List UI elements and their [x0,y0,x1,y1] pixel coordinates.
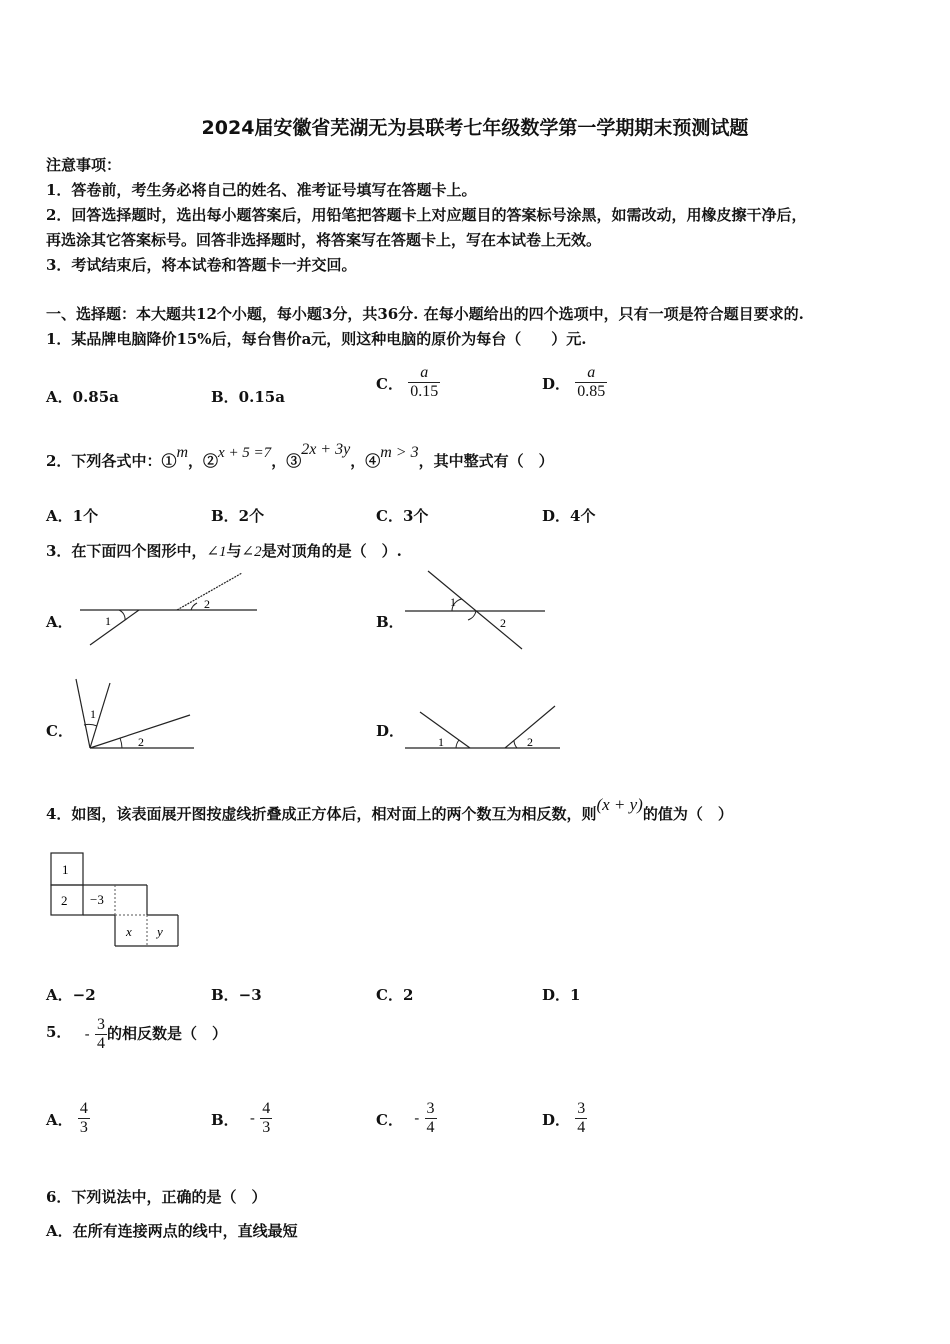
q1-option-c-fraction [408,364,440,401]
q3-option-b-label: B． [376,613,404,631]
q3-option-a-label: A． [46,613,73,631]
q4-stem [46,795,733,824]
q5-option-b [211,1100,272,1137]
q3-option-c-label: C． [46,722,73,740]
q3-c-angle1-label: 1 [90,707,96,721]
q3-stem-a: 3．在下面四个图形中， [46,542,207,560]
q1-option-d-label: D． [542,374,571,393]
q5-c-neg: - [414,1108,420,1127]
section-heading: 一、选择题：本大题共12个小题，每小题3分，共36分. 在每小题给出的四个选项中，只有一项是符合题目要求的. [46,305,804,323]
note-2a: 2．回答选择题时，选出每小题答案后，用铅笔把答题卡上对应题目的答案标号涂黑，如需改动，用橡皮擦干净后， [46,206,807,224]
q2-sep-2: ，② [188,452,219,470]
q3-d-angle1-label: 1 [438,735,444,749]
q5-b-neg: - [249,1108,255,1127]
q3-figure-b [400,566,550,656]
q1-d-denominator: 0.85 [577,383,606,400]
q4-cell-2: 2 [61,893,68,908]
q3-stem [46,540,402,561]
q3-figure-a [75,568,265,653]
q5-a-denominator: 3 [79,1119,88,1136]
q3-a-angle2-label: 2 [204,597,210,611]
q4-cell-1: 1 [62,862,69,877]
q5-d-numerator: 3 [577,1100,586,1117]
q2-expr-4: m > 3 [380,444,419,461]
q5-a-numerator: 4 [79,1100,88,1117]
q3-option-d-label: D． [376,722,405,740]
q3-c-angle2-label: 2 [138,735,144,749]
q2-option-b: B．2个 [211,507,265,525]
q5-d-fraction [575,1100,587,1137]
q5-c-label: C． [376,1110,403,1129]
q5-option-a [46,1100,90,1137]
q4-cube-net [48,850,183,950]
q4-option-d: D．1 [542,986,581,1004]
q2-stem [46,441,554,471]
q1-option-b: B．0.15a [211,388,285,406]
q5-fraction [95,1016,107,1053]
q3-a-angle1-label: 1 [105,614,111,628]
q2-expr-3: 2x + 3y [301,441,351,458]
q1-option-d [542,364,607,401]
page-title: 2024届安徽省芜湖无为县联考七年级数学第一学期期末预测试题 [201,117,749,139]
q5-stem [46,1016,227,1053]
q3-d-angle2-label: 2 [527,735,533,749]
q3-stem-b: 与 [226,542,242,560]
q2-option-c: C．3个 [376,507,429,525]
q3-b-angle2-label: 2 [500,616,506,630]
q6-option-a: A．在所有连接两点的线中，直线最短 [46,1222,298,1240]
q5-option-d [542,1100,587,1137]
q5-numerator: 3 [96,1016,105,1033]
q2-option-d: D．4个 [542,507,596,525]
q1-option-d-fraction [575,364,607,401]
q3-angle-2: ∠2 [241,544,262,560]
q1-option-a: A．0.85a [46,388,119,406]
q1-c-numerator: a [420,364,429,381]
q4-cell-x: x [126,924,132,939]
q6-stem: 6．下列说法中，正确的是（ ） [46,1188,267,1206]
q5-a-label: A． [46,1110,73,1129]
q3-figure-c [70,675,200,755]
q1-option-c [376,364,440,401]
q1-option-c-label: C． [376,374,403,393]
q5-suffix: 的相反数是（ ） [106,1024,227,1043]
q5-d-label: D． [542,1110,571,1129]
q4-option-c: C．2 [376,986,414,1004]
note-3: 3．考试结束后，将本试卷和答题卡一并交回。 [46,256,357,274]
q2-expr-1: m [176,444,189,461]
q5-label: 5． [46,1022,72,1041]
q3-b-angle1-label: 1 [450,595,456,609]
q5-b-numerator: 4 [262,1100,271,1117]
q4-stem-b: 的值为（ ） [642,805,733,823]
q5-c-denominator: 4 [426,1119,435,1136]
q5-c-fraction [425,1100,437,1137]
q2-option-a: A．1个 [46,507,99,525]
q3-figure-d [400,700,565,755]
q5-denominator: 4 [96,1035,105,1052]
q2-expr-2: x + 5 =7 [218,445,272,461]
q4-cell-y: y [157,924,163,939]
q5-b-denominator: 3 [262,1119,271,1136]
note-1: 1．答卷前，考生务必将自己的姓名、准考证号填写在答题卡上。 [46,181,477,199]
q4-cell-3: −3 [90,892,104,907]
note-2b: 再选涂其它答案标号。回答非选择题时，将答案写在答题卡上，写在本试卷上无效。 [46,231,602,249]
q4-option-b: B．−3 [211,986,262,1004]
q4-option-a: A．−2 [46,986,96,1004]
q1-c-denominator: 0.15 [410,383,439,400]
q5-b-label: B． [211,1110,239,1129]
q4-stem-a: 4．如图，该表面展开图按虚线折叠成正方体后，相对面上的两个数互为相反数，则 [46,805,597,823]
q5-d-denominator: 4 [577,1119,586,1136]
q2-sep-3: ，③ [271,452,302,470]
q5-a-fraction [78,1100,90,1137]
q5-neg: - [84,1024,90,1043]
q5-b-fraction [260,1100,272,1137]
q1-stem: 1．某品牌电脑降价15%后，每台售价a元，则这种电脑的原价为每台（ ）元. [46,330,587,348]
q4-expression: (x + y) [596,795,643,814]
q2-suffix: ，其中整式有（ ） [418,452,554,470]
q3-stem-c: 是对顶角的是（ ）. [261,542,402,560]
q5-option-c [376,1100,437,1137]
q3-angle-1: ∠1 [206,544,227,560]
q2-sep-4: ，④ [350,452,381,470]
q1-d-numerator: a [587,364,596,381]
q5-c-numerator: 3 [426,1100,435,1117]
q2-prefix: 2．下列各式中：① [46,452,177,470]
notes-heading: 注意事项： [46,156,122,174]
